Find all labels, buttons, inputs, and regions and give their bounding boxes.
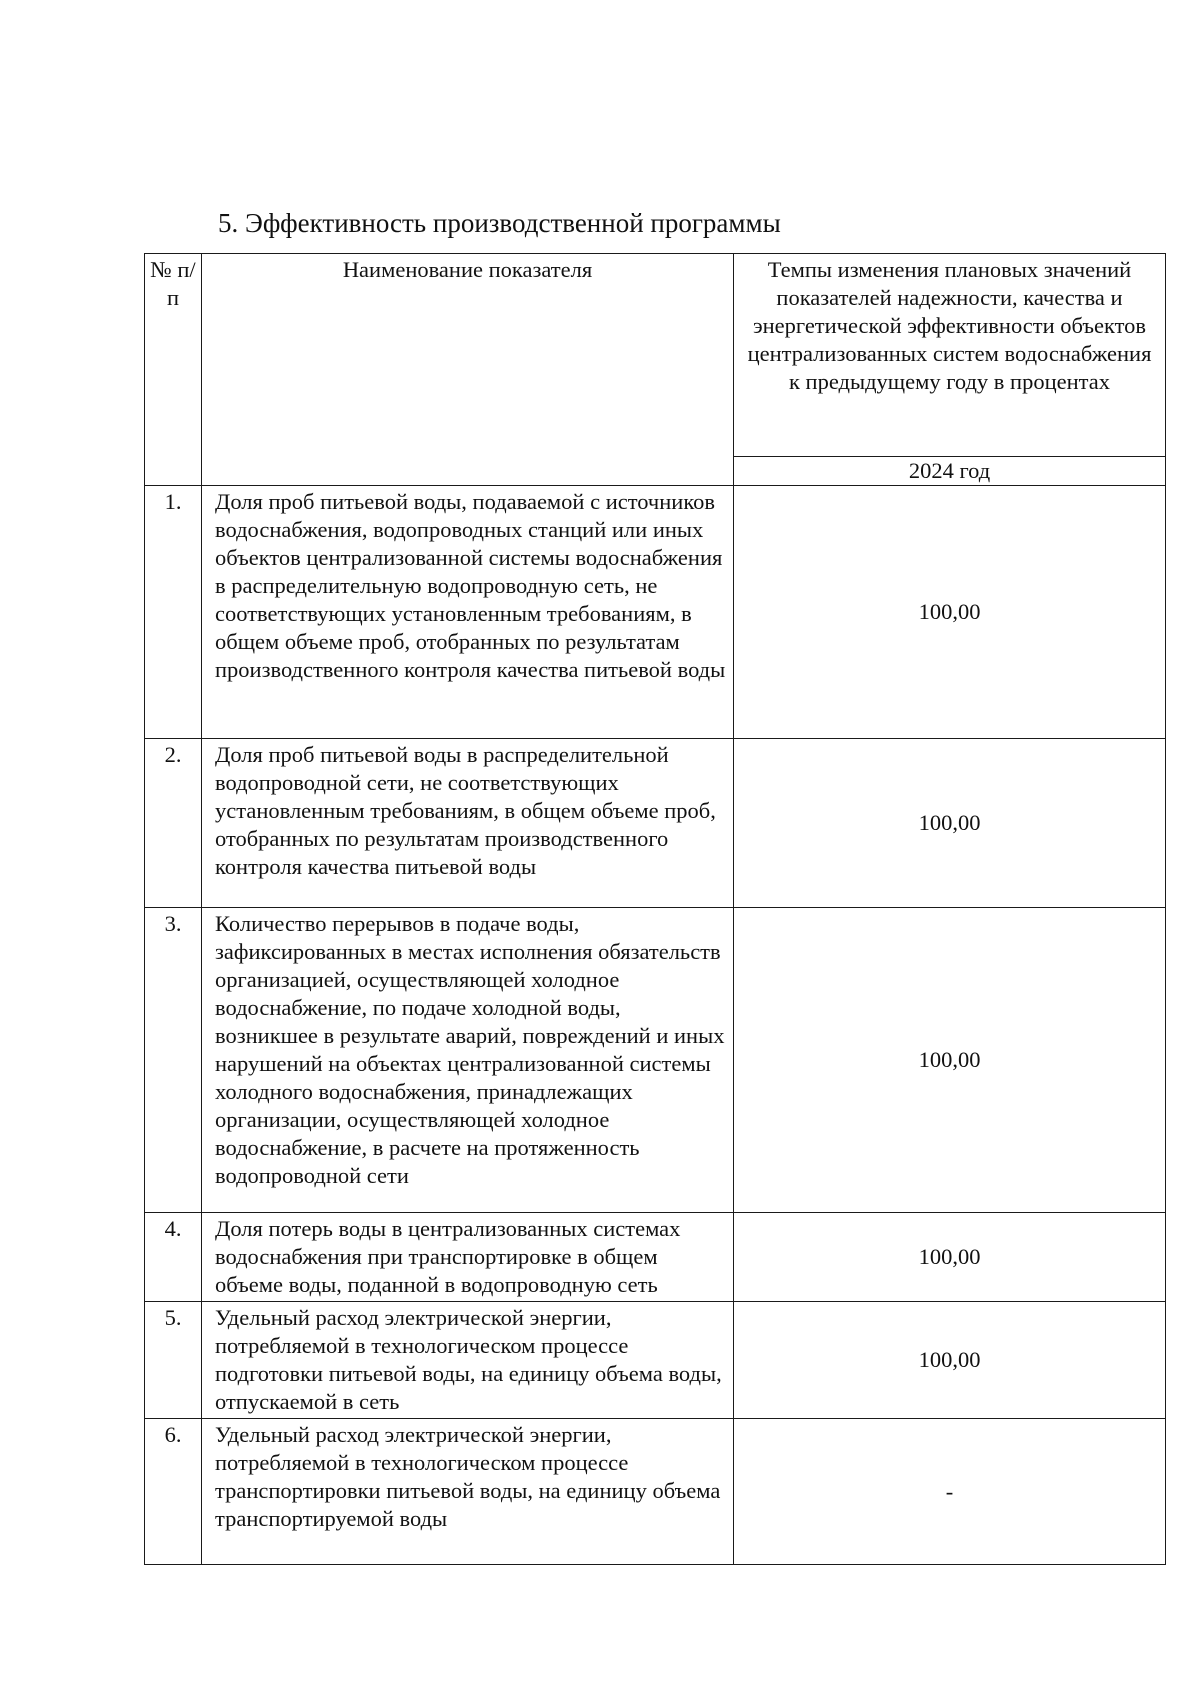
table-row	[145, 739, 1166, 908]
indicator-value: 100,00	[734, 908, 1166, 1213]
indicator-name: Доля проб питьевой воды, подаваемой с источников водоснабжения, водопроводных станций или иных объектов централизованной системы водоснабжения в распределительную водопроводную сеть, не соответствующих установленным требованиям, в общем объеме проб, отобранных по результатам производственного контроля качества питьевой воды	[202, 486, 734, 739]
table-header-row	[145, 254, 1166, 457]
row-number: 3.	[145, 908, 202, 1213]
row-number: 5.	[145, 1302, 202, 1419]
indicator-value: 100,00	[734, 1302, 1166, 1419]
indicator-value: -	[734, 1419, 1166, 1565]
indicator-name: Удельный расход электрической энергии, потребляемой в технологическом процессе подготовки питьевой воды, на единицу объема воды, отпускаемой в сеть	[202, 1302, 734, 1419]
indicator-value: 100,00	[734, 1213, 1166, 1302]
indicator-name: Удельный расход электрической энергии, потребляемой в технологическом процессе транспортировки питьевой воды, на единицу объема транспортируемой воды	[202, 1419, 734, 1565]
row-number: 1.	[145, 486, 202, 739]
header-value: Темпы изменения плановых значений показателей надежности, качества и энергетической эффективности объектов централизованных систем водоснабжения к предыдущему году в процентах	[734, 254, 1166, 457]
indicators-table	[144, 253, 1166, 1565]
indicator-value: 100,00	[734, 739, 1166, 908]
indicator-name: Количество перерывов в подаче воды, зафиксированных в местах исполнения обязательств организацией, осуществляющей холодное водоснабжение, по подаче холодной воды, возникшее в результате аварий, повреждений и иных нарушений на объектах централизованной системы холодного водоснабжения, принадлежащих организации, осуществляющей холодное водоснабжение, в расчете на протяженность водопроводной сети	[202, 908, 734, 1213]
table-row	[145, 1302, 1166, 1419]
header-name: Наименование показателя	[202, 254, 734, 486]
document-title: 5. Эффективность производственной программы	[218, 208, 781, 238]
row-number: 6.	[145, 1419, 202, 1565]
row-number: 4.	[145, 1213, 202, 1302]
row-number: 2.	[145, 739, 202, 908]
indicator-value: 100,00	[734, 486, 1166, 739]
table-row	[145, 1419, 1166, 1565]
table-row	[145, 908, 1166, 1213]
indicator-name: Доля проб питьевой воды в распределительной водопроводной сети, не соответствующих установленным требованиям, в общем объеме проб, отобранных по результатам производственного контроля качества питьевой воды	[202, 739, 734, 908]
header-year: 2024 год	[734, 457, 1166, 486]
indicator-name: Доля потерь воды в централизованных системах водоснабжения при транспортировке в общем объеме воды, поданной в водопроводную сеть	[202, 1213, 734, 1302]
header-num: № п/п	[145, 254, 202, 486]
table-row	[145, 486, 1166, 739]
table-row	[145, 1213, 1166, 1302]
